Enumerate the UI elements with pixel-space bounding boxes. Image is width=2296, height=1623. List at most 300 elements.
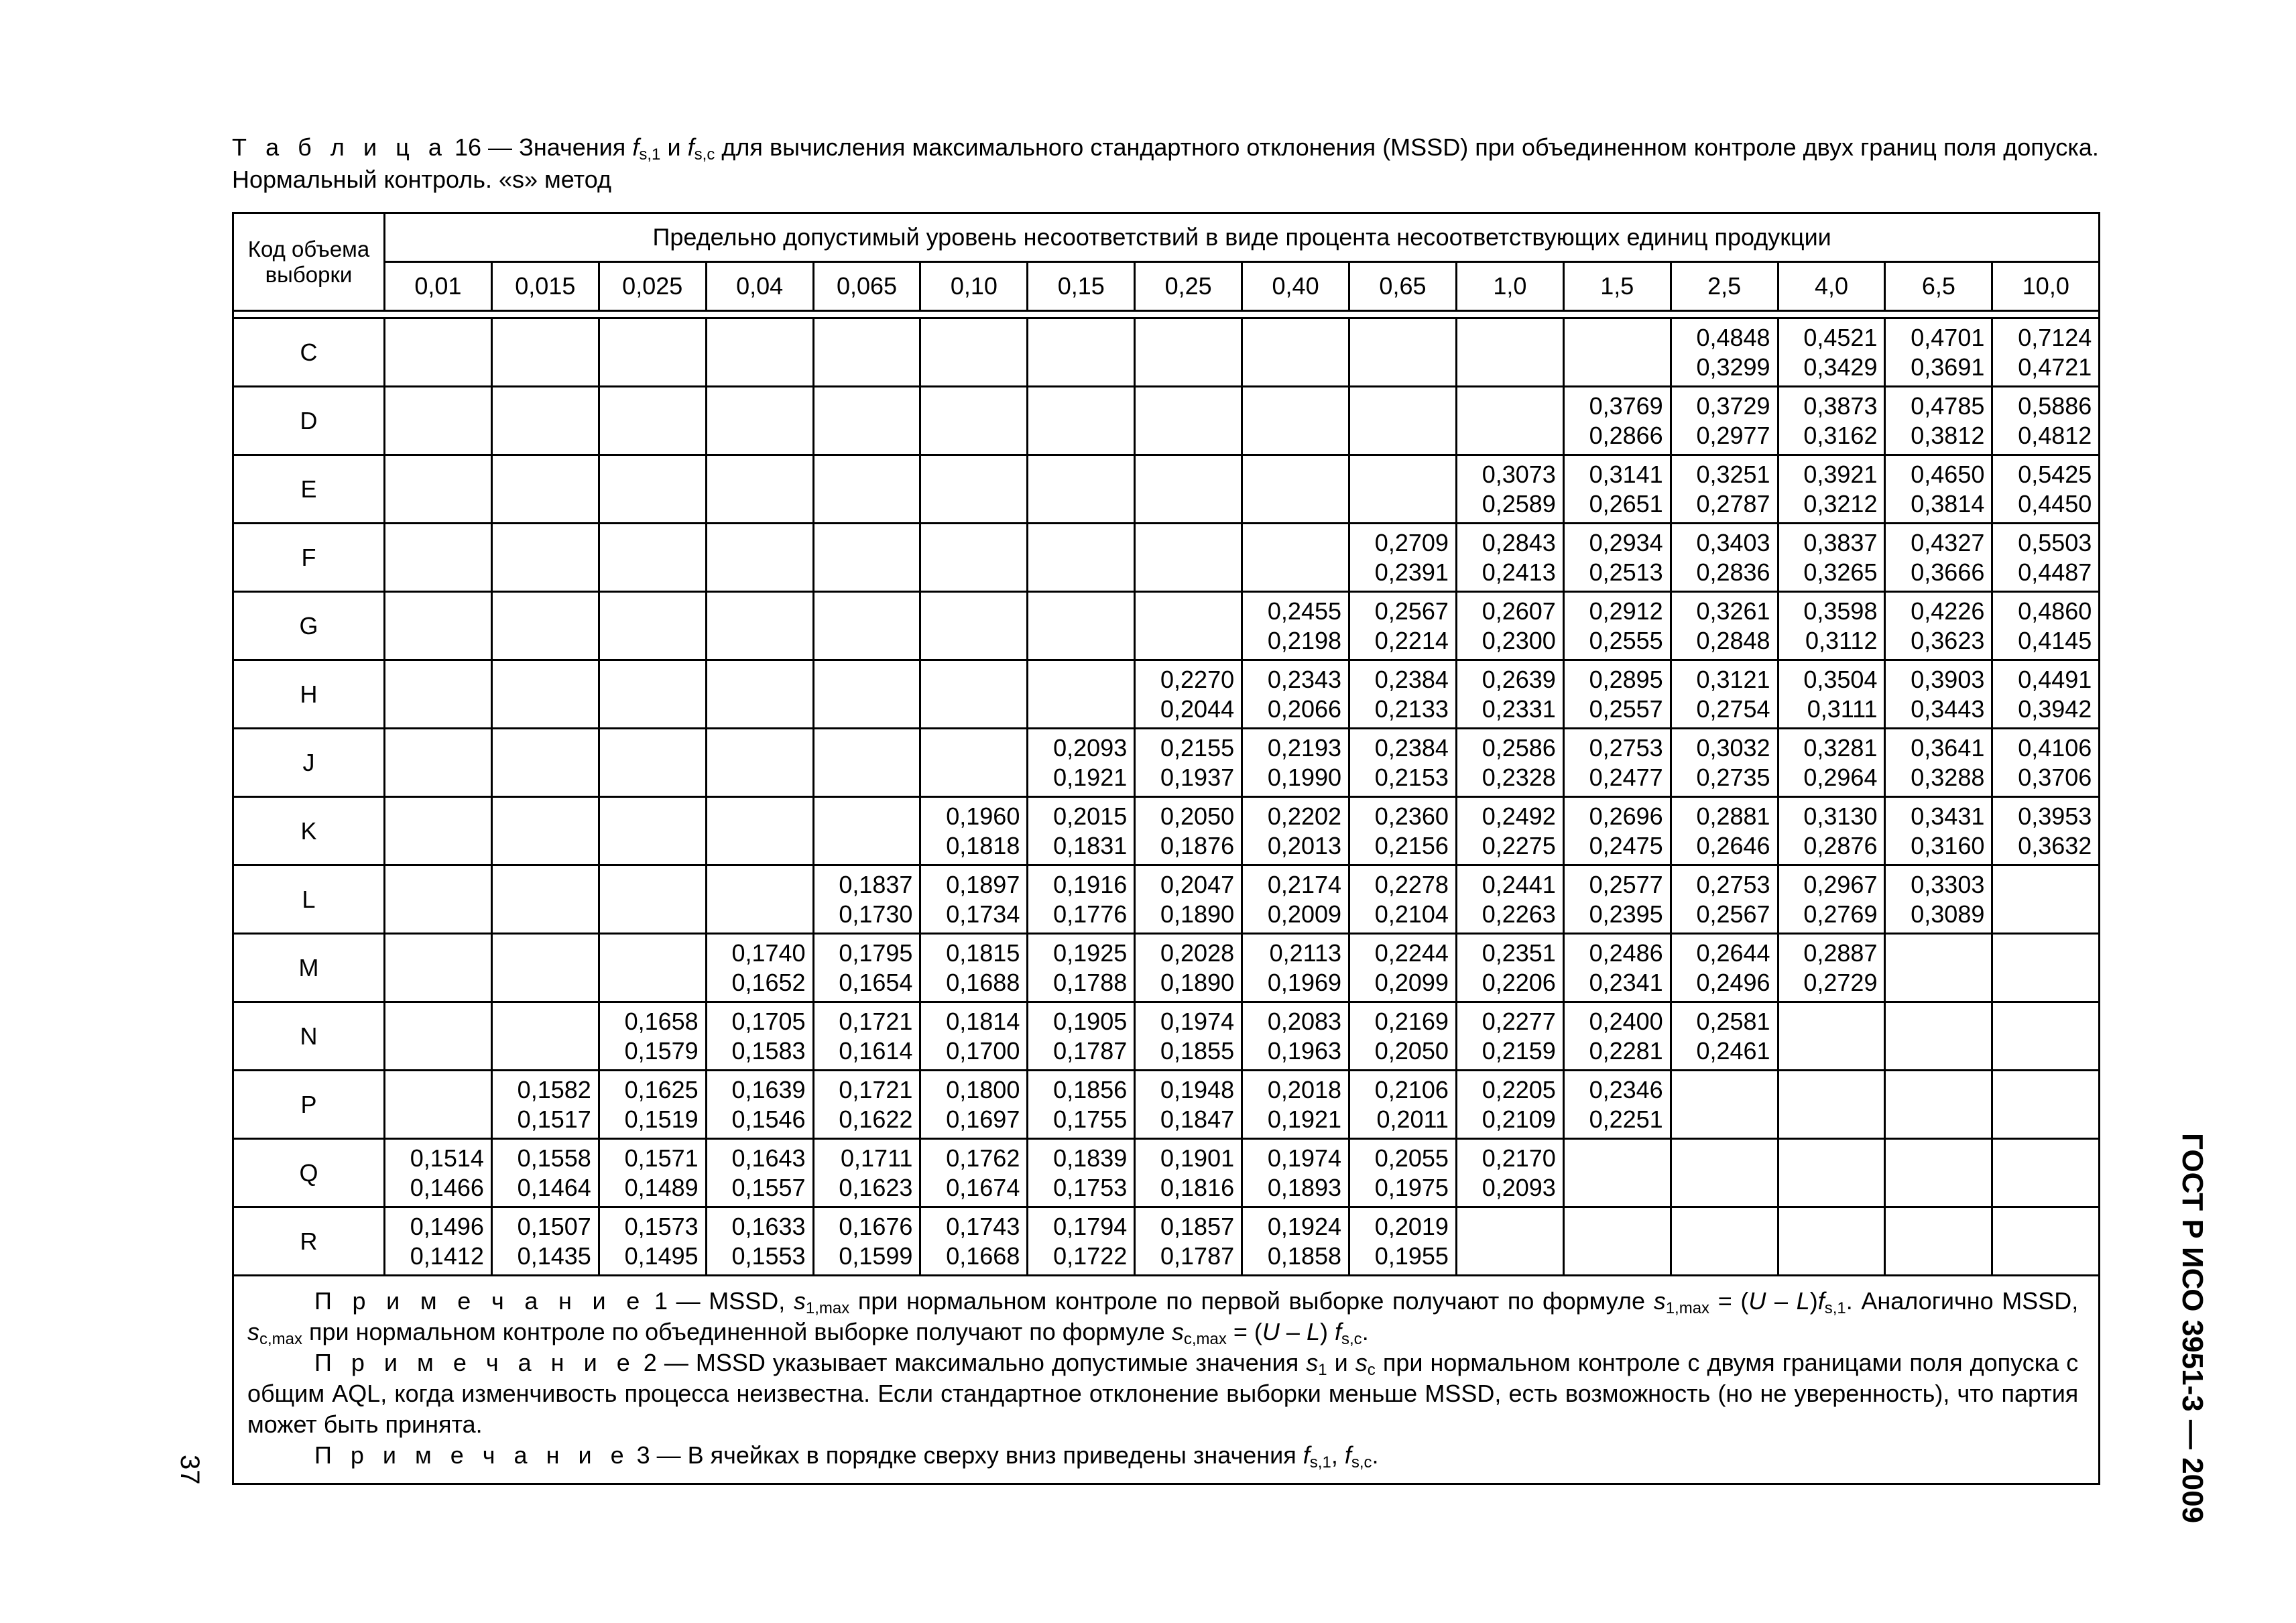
aql-header-cell: 1,5 (1563, 262, 1671, 311)
value-cell: 0,2193 0,1990 (1242, 729, 1349, 797)
note-3-fc: f (1344, 1441, 1351, 1469)
value-cell (813, 524, 920, 592)
value-cell (491, 660, 599, 729)
value-cell: 0,3121 0,2754 (1671, 660, 1778, 729)
value-cell (385, 455, 492, 524)
sample-size-code: N (233, 1002, 385, 1071)
value-cell (491, 318, 599, 387)
value-cell: 0,2843 0,2413 (1456, 524, 1563, 592)
value-cell (599, 524, 706, 592)
table-row (233, 865, 2100, 934)
note-1-formula-s: s (1653, 1287, 1666, 1315)
value-cell (813, 455, 920, 524)
sample-size-code: E (233, 455, 385, 524)
note-3-label: П р и м е ч а н и е (314, 1441, 630, 1469)
note-1-symbol-c-sub: c,max (259, 1330, 303, 1348)
value-cell (1992, 1071, 2100, 1139)
table-row (233, 1071, 2100, 1139)
value-cell (491, 455, 599, 524)
value-cell (599, 660, 706, 729)
value-cell: 0,2895 0,2557 (1563, 660, 1671, 729)
value-cell (706, 524, 813, 592)
table-row (233, 1002, 2100, 1071)
value-cell (1135, 387, 1242, 455)
value-cell: 0,4226 0,3623 (1885, 592, 1992, 660)
header-separator (233, 311, 2100, 318)
value-cell (813, 318, 920, 387)
value-cell (599, 797, 706, 865)
value-cell: 0,3261 0,2848 (1671, 592, 1778, 660)
sample-size-code: L (233, 865, 385, 934)
value-cell: 0,3921 0,3212 (1778, 455, 1885, 524)
value-cell: 0,2644 0,2496 (1671, 934, 1778, 1002)
value-cell: 0,1643 0,1557 (706, 1139, 813, 1207)
value-cell (385, 729, 492, 797)
value-cell (599, 455, 706, 524)
table-body (233, 318, 2100, 1276)
value-cell (1349, 387, 1457, 455)
value-cell: 0,2205 0,2109 (1456, 1071, 1563, 1139)
value-cell: 0,1705 0,1583 (706, 1002, 813, 1071)
value-cell (1992, 1002, 2100, 1071)
value-cell: 0,3431 0,3160 (1885, 797, 1992, 865)
table-row (233, 318, 2100, 387)
value-cell: 0,2270 0,2044 (1135, 660, 1242, 729)
value-cell: 0,1496 0,1412 (385, 1207, 492, 1276)
value-cell: 0,2492 0,2275 (1456, 797, 1563, 865)
value-cell (385, 524, 492, 592)
note-2-symbol-c-sub: c (1367, 1361, 1376, 1379)
value-cell: 0,1711 0,1623 (813, 1139, 920, 1207)
value-cell: 0,1815 0,1688 (920, 934, 1028, 1002)
value-cell (1135, 592, 1242, 660)
value-cell (385, 660, 492, 729)
value-cell: 0,1558 0,1464 (491, 1139, 599, 1207)
value-cell (1885, 934, 1992, 1002)
value-cell (385, 387, 492, 455)
value-cell (385, 797, 492, 865)
value-cell: 0,3598 0,3112 (1778, 592, 1885, 660)
sample-size-code: P (233, 1071, 385, 1139)
value-cell (1242, 455, 1349, 524)
note-1-text-a: 1 — MSSD, (654, 1287, 786, 1315)
value-cell: 0,1633 0,1553 (706, 1207, 813, 1276)
note-3-comma: , (1331, 1441, 1338, 1469)
aql-header-cell: 0,65 (1349, 262, 1457, 311)
value-cell: 0,3281 0,2964 (1778, 729, 1885, 797)
value-cell: 0,2400 0,2281 (1563, 1002, 1671, 1071)
value-cell: 0,2577 0,2395 (1563, 865, 1671, 934)
table-row (233, 729, 2100, 797)
value-cell (1242, 318, 1349, 387)
value-cell: 0,3769 0,2866 (1563, 387, 1671, 455)
value-cell: 0,3251 0,2787 (1671, 455, 1778, 524)
value-cell: 0,2607 0,2300 (1456, 592, 1563, 660)
value-cell: 0,1507 0,1435 (491, 1207, 599, 1276)
value-cell (1028, 455, 1135, 524)
notes-row (233, 1276, 2100, 1484)
value-cell: 0,1948 0,1847 (1135, 1071, 1242, 1139)
value-cell (1028, 592, 1135, 660)
value-cell: 0,2015 0,1831 (1028, 797, 1135, 865)
note-1-symbol: s (793, 1287, 806, 1315)
value-cell (706, 865, 813, 934)
table-row (233, 934, 2100, 1002)
aql-header-cell: 0,015 (491, 262, 599, 311)
value-cell: 0,2384 0,2133 (1349, 660, 1457, 729)
value-cell: 0,2018 0,1921 (1242, 1071, 1349, 1139)
note-1-formula2-f-sub: s,c (1341, 1330, 1362, 1348)
value-cell (1135, 524, 1242, 592)
value-cell: 0,2881 0,2646 (1671, 797, 1778, 865)
note-1-text-d: при нормальном контроле по объединенной выборке получают по формуле (309, 1318, 1165, 1345)
note-3-f1: f (1303, 1441, 1310, 1469)
aql-header-cell: 2,5 (1671, 262, 1778, 311)
value-cell: 0,4106 0,3706 (1992, 729, 2100, 797)
note-1-formula2-u: U (1262, 1318, 1280, 1345)
value-cell: 0,2277 0,2159 (1456, 1002, 1563, 1071)
value-cell (706, 729, 813, 797)
note-1-formula-minus: – (1774, 1287, 1789, 1315)
value-cell (599, 592, 706, 660)
aql-header-cell: 0,065 (813, 262, 920, 311)
value-cell: 0,1800 0,1697 (920, 1071, 1028, 1139)
value-cell (706, 592, 813, 660)
value-cell: 0,2343 0,2066 (1242, 660, 1349, 729)
table-caption (232, 131, 2099, 196)
value-cell: 0,5425 0,4450 (1992, 455, 2100, 524)
value-cell: 0,1573 0,1495 (599, 1207, 706, 1276)
value-cell: 0,3303 0,3089 (1885, 865, 1992, 934)
sample-size-code: D (233, 387, 385, 455)
value-cell: 0,1721 0,1614 (813, 1002, 920, 1071)
sample-size-code: H (233, 660, 385, 729)
table-row (233, 455, 2100, 524)
value-cell: 0,2455 0,2198 (1242, 592, 1349, 660)
caption-fc: f (687, 133, 694, 161)
value-cell (491, 729, 599, 797)
value-cell (491, 1002, 599, 1071)
value-cell (813, 387, 920, 455)
note-1-formula-close: ) (1809, 1287, 1818, 1315)
value-cell: 0,3837 0,3265 (1778, 524, 1885, 592)
value-cell (599, 318, 706, 387)
value-cell: 0,3073 0,2589 (1456, 455, 1563, 524)
value-cell: 0,3903 0,3443 (1885, 660, 1992, 729)
note-2-text-b: при нормальном контроле с двумя границами поля допуска с общим AQL, когда изменчивость процесса неизвестна. Если стандартное отклонение выборки меньше MSSD, есть возможность (но не уверенность), что партия может быть принята. (247, 1349, 2079, 1438)
value-cell (491, 934, 599, 1002)
value-cell: 0,2384 0,2153 (1349, 729, 1457, 797)
value-cell: 0,3641 0,3288 (1885, 729, 1992, 797)
value-cell (1992, 1139, 2100, 1207)
sample-size-code: J (233, 729, 385, 797)
value-cell (920, 455, 1028, 524)
note-3-f1-sub: s,1 (1309, 1453, 1331, 1471)
value-cell: 0,3504 0,3111 (1778, 660, 1885, 729)
value-cell (491, 387, 599, 455)
caption-fc-sub: s,c (694, 145, 715, 164)
value-cell (1028, 318, 1135, 387)
note-1-text-c: . Аналогично MSSD, (1846, 1287, 2079, 1315)
value-cell: 0,4650 0,3814 (1885, 455, 1992, 524)
caption-f1: f (632, 133, 640, 161)
value-cell: 0,3403 0,2836 (1671, 524, 1778, 592)
value-cell: 0,1571 0,1489 (599, 1139, 706, 1207)
sample-size-code: G (233, 592, 385, 660)
value-cell (1563, 1139, 1671, 1207)
value-cell (491, 797, 599, 865)
table-row (233, 797, 2100, 865)
value-cell (920, 387, 1028, 455)
value-cell (813, 729, 920, 797)
value-cell (706, 797, 813, 865)
value-cell: 0,1856 0,1755 (1028, 1071, 1135, 1139)
value-cell (385, 865, 492, 934)
value-cell: 0,4848 0,3299 (1671, 318, 1778, 387)
note-1-label: П р и м е ч а н и е (314, 1287, 646, 1315)
table-row (233, 1207, 2100, 1276)
value-cell: 0,1925 0,1788 (1028, 934, 1135, 1002)
value-cell (1992, 1207, 2100, 1276)
value-cell (1028, 524, 1135, 592)
note-1-text-b: при нормальном контроле по первой выборке получают по формуле (857, 1287, 1646, 1315)
value-cell: 0,1514 0,1466 (385, 1139, 492, 1207)
value-cell: 0,2019 0,1955 (1349, 1207, 1457, 1276)
value-cell: 0,2753 0,2567 (1671, 865, 1778, 934)
value-cell (1885, 1071, 1992, 1139)
value-cell: 0,2170 0,2093 (1456, 1139, 1563, 1207)
value-cell: 0,2346 0,2251 (1563, 1071, 1671, 1139)
code-header: Код объема выборки (233, 213, 385, 311)
note-3-end: . (1372, 1441, 1379, 1469)
values-table (232, 212, 2100, 1485)
caption-and: и (667, 133, 681, 161)
value-cell: 0,2709 0,2391 (1349, 524, 1457, 592)
value-cell (1456, 318, 1563, 387)
table-row (233, 524, 2100, 592)
value-cell: 0,2753 0,2477 (1563, 729, 1671, 797)
note-1-formula-f: f (1817, 1287, 1825, 1315)
note-2-and: и (1334, 1349, 1348, 1376)
value-cell: 0,2093 0,1921 (1028, 729, 1135, 797)
value-cell (813, 660, 920, 729)
value-cell: 0,2934 0,2513 (1563, 524, 1671, 592)
value-cell: 0,1897 0,1734 (920, 865, 1028, 934)
value-cell (706, 387, 813, 455)
value-cell: 0,2028 0,1890 (1135, 934, 1242, 1002)
note-2-text-a: 2 — MSSD указывает максимально допустимые значения (643, 1349, 1299, 1376)
value-cell (706, 660, 813, 729)
value-cell: 0,1582 0,1517 (491, 1071, 599, 1139)
value-cell (1135, 455, 1242, 524)
value-cell: 0,2912 0,2555 (1563, 592, 1671, 660)
value-cell: 0,2055 0,1975 (1349, 1139, 1457, 1207)
value-cell (706, 318, 813, 387)
value-cell (385, 934, 492, 1002)
value-cell: 0,2174 0,2009 (1242, 865, 1349, 934)
value-cell (385, 592, 492, 660)
value-cell (385, 318, 492, 387)
note-1 (247, 1286, 2078, 1347)
value-cell: 0,3873 0,3162 (1778, 387, 1885, 455)
note-1-formula2-s: s (1171, 1318, 1184, 1345)
aql-header-cell: 0,40 (1242, 262, 1349, 311)
value-cell: 0,2639 0,2331 (1456, 660, 1563, 729)
value-cell (920, 318, 1028, 387)
note-3 (247, 1440, 2078, 1471)
aql-header-cell: 10,0 (1992, 262, 2100, 311)
sample-size-code: R (233, 1207, 385, 1276)
value-cell (1992, 865, 2100, 934)
value-cell: 0,2106 0,2011 (1349, 1071, 1457, 1139)
value-cell: 0,1743 0,1668 (920, 1207, 1028, 1276)
value-cell (1671, 1071, 1778, 1139)
value-cell (491, 592, 599, 660)
value-cell (1778, 1139, 1885, 1207)
value-cell: 0,2360 0,2156 (1349, 797, 1457, 865)
note-3-text-a: 3 — В ячейках в порядке сверху вниз приведены значения (636, 1441, 1296, 1469)
aql-header-cell: 0,25 (1135, 262, 1242, 311)
value-cell: 0,1974 0,1893 (1242, 1139, 1349, 1207)
value-cell (491, 865, 599, 934)
aql-header-cell: 0,10 (920, 262, 1028, 311)
value-cell: 0,1639 0,1546 (706, 1071, 813, 1139)
aql-header-cell: 4,0 (1778, 262, 1885, 311)
value-cell: 0,1676 0,1599 (813, 1207, 920, 1276)
value-cell: 0,1916 0,1776 (1028, 865, 1135, 934)
note-1-formula2-f: f (1335, 1318, 1342, 1345)
note-1-formula2-eq: = ( (1233, 1318, 1262, 1345)
note-2-symbol-1-sub: 1 (1318, 1361, 1327, 1379)
value-cell: 0,1740 0,1652 (706, 934, 813, 1002)
value-cell: 0,1905 0,1787 (1028, 1002, 1135, 1071)
value-cell (1778, 1002, 1885, 1071)
value-cell: 0,1658 0,1579 (599, 1002, 706, 1071)
value-cell (1778, 1071, 1885, 1139)
value-cell (599, 387, 706, 455)
note-1-formula-s-sub: 1,max (1665, 1299, 1710, 1317)
value-cell (599, 729, 706, 797)
value-cell (491, 524, 599, 592)
value-cell: 0,1901 0,1816 (1135, 1139, 1242, 1207)
value-cell (1456, 1207, 1563, 1276)
aql-header-cell: 1,0 (1456, 262, 1563, 311)
value-cell: 0,5886 0,4812 (1992, 387, 2100, 455)
aql-header-row (233, 262, 2100, 311)
value-cell: 0,2083 0,1963 (1242, 1002, 1349, 1071)
note-2 (247, 1347, 2078, 1440)
value-cell: 0,2050 0,1876 (1135, 797, 1242, 865)
value-cell: 0,2202 0,2013 (1242, 797, 1349, 865)
value-cell (1885, 1002, 1992, 1071)
value-cell (385, 1071, 492, 1139)
caption-f1-sub: s,1 (639, 145, 661, 164)
separator-cell (233, 311, 2100, 318)
value-cell: 0,3729 0,2977 (1671, 387, 1778, 455)
value-cell: 0,4860 0,4145 (1992, 592, 2100, 660)
note-1-formula-f-sub: s,1 (1824, 1299, 1846, 1317)
note-3-fc-sub: s,c (1351, 1453, 1372, 1471)
aql-header-cell: 0,04 (706, 262, 813, 311)
value-cell (599, 865, 706, 934)
aql-header-cell: 0,01 (385, 262, 492, 311)
value-cell: 0,2567 0,2214 (1349, 592, 1457, 660)
value-cell: 0,2155 0,1937 (1135, 729, 1242, 797)
value-cell: 0,3953 0,3632 (1992, 797, 2100, 865)
value-cell: 0,2441 0,2263 (1456, 865, 1563, 934)
caption-prefix: Т а б л и ц а (232, 133, 448, 161)
note-1-formula-eq: = ( (1717, 1287, 1749, 1315)
sample-size-code: C (233, 318, 385, 387)
value-cell: 0,1857 0,1787 (1135, 1207, 1242, 1276)
value-cell: 0,2113 0,1969 (1242, 934, 1349, 1002)
value-cell (1456, 387, 1563, 455)
value-cell: 0,4521 0,3429 (1778, 318, 1885, 387)
value-cell (920, 729, 1028, 797)
value-cell: 0,1814 0,1700 (920, 1002, 1028, 1071)
note-1-formula2-l: L (1306, 1318, 1320, 1345)
value-cell: 0,4785 0,3812 (1885, 387, 1992, 455)
aql-header-cell: 6,5 (1885, 262, 1992, 311)
value-cell: 0,2586 0,2328 (1456, 729, 1563, 797)
value-cell (1349, 455, 1457, 524)
value-cell (1242, 524, 1349, 592)
value-cell: 0,1924 0,1858 (1242, 1207, 1349, 1276)
value-cell: 0,1974 0,1855 (1135, 1002, 1242, 1071)
value-cell (1028, 387, 1135, 455)
page-number: 37 (175, 1455, 204, 1485)
value-cell: 0,2351 0,2206 (1456, 934, 1563, 1002)
value-cell (1242, 387, 1349, 455)
value-cell: 0,5503 0,4487 (1992, 524, 2100, 592)
value-cell (813, 797, 920, 865)
sample-size-code: Q (233, 1139, 385, 1207)
value-cell: 0,2244 0,2099 (1349, 934, 1457, 1002)
value-cell (1563, 318, 1671, 387)
value-cell: 0,1762 0,1674 (920, 1139, 1028, 1207)
value-cell (1885, 1207, 1992, 1276)
aql-header-cell: 0,15 (1028, 262, 1135, 311)
value-cell: 0,2047 0,1890 (1135, 865, 1242, 934)
value-cell: 0,7124 0,4721 (1992, 318, 2100, 387)
value-cell: 0,2486 0,2341 (1563, 934, 1671, 1002)
value-cell (920, 592, 1028, 660)
note-2-symbol-c: s (1355, 1349, 1368, 1376)
note-1-end: . (1362, 1318, 1369, 1345)
note-1-formula2-close: ) (1319, 1318, 1328, 1345)
value-cell: 0,4491 0,3942 (1992, 660, 2100, 729)
note-2-symbol-1: s (1306, 1349, 1319, 1376)
value-cell: 0,1721 0,1622 (813, 1071, 920, 1139)
value-cell: 0,2887 0,2729 (1778, 934, 1885, 1002)
notes-cell (233, 1276, 2100, 1484)
value-cell (813, 592, 920, 660)
value-cell (599, 934, 706, 1002)
caption-rest: для вычисления максимального стандартного отклонения (MSSD) при объединенном контроле двух границ поля допуска. Нормальный контроль. «s» метод (232, 133, 2099, 193)
table-row (233, 660, 2100, 729)
value-cell: 0,1795 0,1654 (813, 934, 920, 1002)
aql-header-cell: 0,025 (599, 262, 706, 311)
note-1-formula2-s-sub: c,max (1183, 1330, 1227, 1348)
value-cell (1028, 660, 1135, 729)
value-cell (1671, 1139, 1778, 1207)
value-cell (1885, 1139, 1992, 1207)
value-cell: 0,1794 0,1722 (1028, 1207, 1135, 1276)
value-cell (1349, 318, 1457, 387)
value-cell (1778, 1207, 1885, 1276)
value-cell (706, 455, 813, 524)
note-1-symbol-c: s (247, 1318, 259, 1345)
